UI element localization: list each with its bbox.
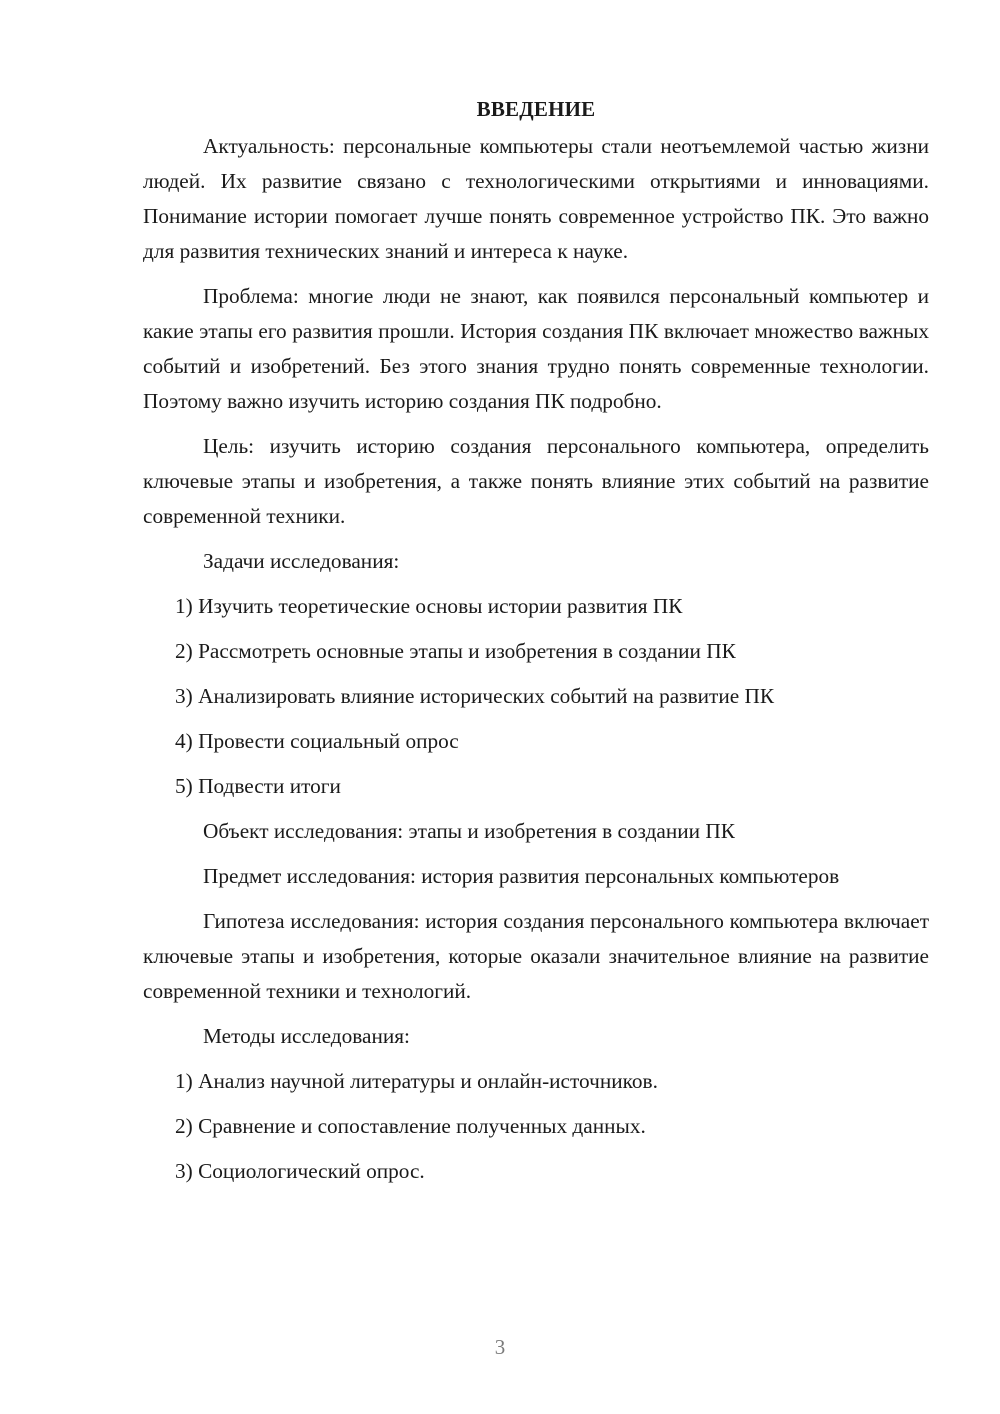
task-item: 2) Рассмотреть основные этапы и изобретения в создании ПК <box>175 639 736 663</box>
document-page <box>143 92 929 1199</box>
document-title: ВВЕДЕНИЕ <box>476 97 596 121</box>
method-item: 2) Сравнение и сопоставление полученных данных. <box>175 1114 646 1138</box>
method-item: 1) Анализ научной литературы и онлайн-источников. <box>175 1069 658 1093</box>
tasks-heading: Задачи исследования: <box>203 549 400 573</box>
method-item: 3) Социологический опрос. <box>175 1159 425 1183</box>
task-item: 5) Подвести итоги <box>175 774 341 798</box>
methods-heading: Методы исследования: <box>203 1024 410 1048</box>
task-item: 3) Анализировать влияние исторических событий на развитие ПК <box>175 684 775 708</box>
object-line: Объект исследования: этапы и изобретения в создании ПК <box>203 819 735 843</box>
subject-paragraph: Предмет исследования: история развития персональных компьютеров <box>203 864 840 888</box>
problem-paragraph: Проблема: многие люди не знают, как появился персональный компьютер и какие этапы его развития прошли. История создания ПК включает множество важных событий и изобретений. Без этого знания трудно понять современные технологии. Поэтому важно изучить историю создания ПК подробно. <box>143 284 929 413</box>
task-item: 4) Провести социальный опрос <box>175 729 459 753</box>
task-item: 1) Изучить теоретические основы истории развития ПК <box>175 594 683 618</box>
relevance-paragraph: Актуальность: персональные компьютеры стали неотъемлемой частью жизни людей. Их развитие связано с технологическими открытиями и инновациями. Понимание истории помогает лучше понять современное устройство ПК. Это важно для развития технических знаний и интереса к науке. <box>143 134 929 263</box>
goal-paragraph: Цель: изучить историю создания персонального компьютера, определить ключевые этапы и изобретения, а также понять влияние этих событий на развитие современной техники. <box>143 434 929 528</box>
hypothesis-paragraph: Гипотеза исследования: история создания персонального компьютера включает ключевые этапы и изобретения, которые оказали значительное влияние на развитие современной техники и технологий. <box>143 909 929 1003</box>
page-number: 3 <box>494 1335 506 1359</box>
